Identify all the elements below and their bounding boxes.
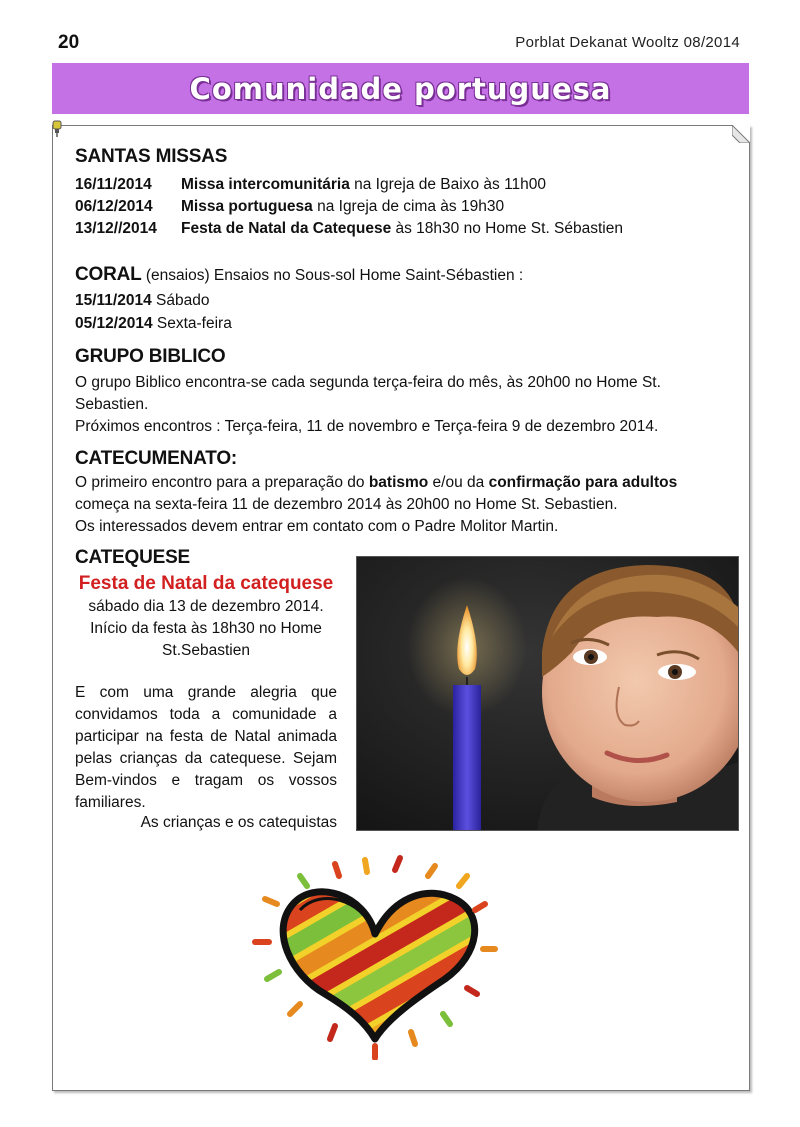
mass-desc: Missa intercomunitária na Igreja de Baixo às 11h00	[181, 176, 547, 193]
content-box	[52, 125, 750, 1091]
pin-icon	[51, 120, 63, 138]
coral-subtitle: (ensaios) Ensaios no Sous-sol Home Saint-Sébastien :	[141, 267, 524, 284]
festa-info: sábado dia 13 de dezembro 2014. Início da festa às 18h30 no Home St.Sebastien	[88, 598, 324, 659]
mass-date: 16/11/2014	[75, 176, 152, 193]
missas-title: SANTAS MISSAS	[75, 146, 228, 167]
catequese-title: CATEQUESE	[75, 547, 191, 568]
coral-heading	[75, 264, 523, 287]
coral-row: 15/11/2014 Sábado	[75, 292, 210, 309]
catequese-paragraph: E com uma grande alegria que convidamos toda a comunidade a participar na festa de Natal animada pelas crianças da catequese. Sejam Bem-vindos e tragam os vossos familiares.	[75, 684, 337, 811]
coral-title: CORAL	[75, 264, 142, 285]
mass-date: 06/12/2014	[75, 198, 153, 215]
biblico-text: O grupo Biblico encontra-se cada segunda terça-feira do mês, às 20h00 no Home St. Sebastien. Próximos encontros : Terça-feira, 11 de novembro e Terça-feira 9 de dezembro 2014.	[75, 374, 661, 435]
mass-desc: Missa portuguesa na Igreja de cima às 19h30	[181, 198, 505, 215]
banner-title: Comunidade portuguesa	[189, 71, 612, 106]
catecumenato-title: CATECUMENATO:	[75, 448, 238, 469]
coral-row: 05/12/2014 Sexta-feira	[75, 315, 232, 332]
catequese-signoff: As crianças e os catequistas	[140, 814, 337, 831]
catecumenato-text: O primeiro encontro para a preparação do batismo e/ou da confirmação para adultos começa na sexta-feira 11 de dezembro 2014 às 20h00 no Home St. Sebastien. Os interessados devem entrar em contato com o Padre Molitor Martin.	[75, 474, 678, 535]
child-candle-photo	[356, 556, 739, 831]
publication-header: Porblat Dekanat Wooltz 08/2014	[515, 34, 740, 51]
mass-desc: Festa de Natal da Catequese às 18h30 no Home St. Sébastien	[181, 220, 623, 237]
heart-icon	[245, 854, 505, 1060]
page-number: 20	[58, 32, 80, 53]
festa-title: Festa de Natal da catequese	[78, 573, 334, 594]
mass-date: 13/12//2014	[75, 220, 157, 237]
biblico-title: GRUPO BIBLICO	[75, 346, 226, 367]
page-curl-icon	[732, 125, 750, 143]
section-banner	[52, 63, 749, 114]
